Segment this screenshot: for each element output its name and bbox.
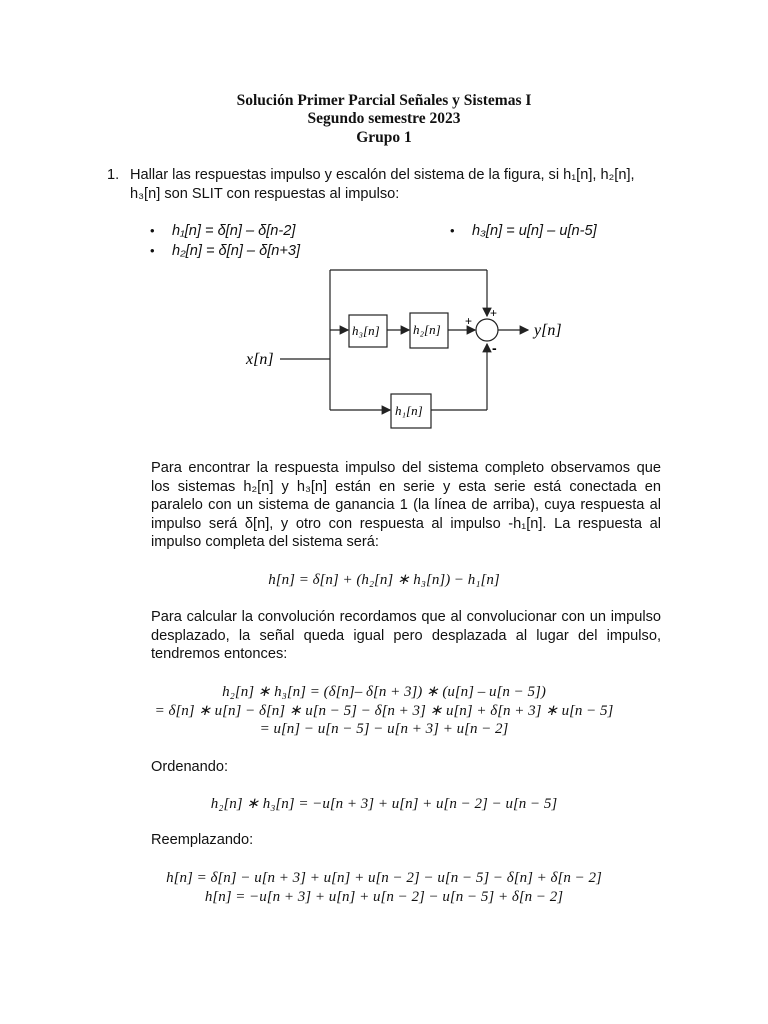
equation-h-n: h[n] = δ[n] + (h₂[n] ∗ h₃[n]) − h₁[n] <box>268 572 500 588</box>
bullet-h3-text: h₃[n] = u[n] – u[n-5] <box>472 223 597 239</box>
paragraph-impulse-response: Para encontrar la respuesta impulso del sistema completo observamos que los sistemas h₂[n] y h₃[n] están en serie y esta serie está conectada en paralelo con un sistema de ganancia 1 (la línea de arriba), cuya respuesta al impulso será δ[n], y otro con respuesta al impulso -h₁[n]. La respuesta al impulso completa del sistema será: <box>151 460 661 551</box>
document-title-line1: Solución Primer Parcial Señales y Sistemas I <box>236 92 532 109</box>
bullet-h1: • h₁[n] = δ[n] – δ[n-2] <box>150 223 296 239</box>
problem-text-line1: Hallar las respuestas impulso y escalón del sistema de la figura, si h₁[n], h₂[n], <box>130 167 635 183</box>
label-replacing: Reemplazando: <box>151 832 254 848</box>
document-title-line2: Segundo semestre 2023 <box>307 110 461 127</box>
problem-number: 1. <box>107 167 120 183</box>
bullet-h3: • h₃[n] = u[n] – u[n-5] <box>450 223 597 239</box>
document-title-line3: Grupo 1 <box>356 129 412 146</box>
equation-final-line1: h[n] = δ[n] − u[n + 3] + u[n] + u[n − 2] − u[n − 5] − δ[n] + δ[n − 2] <box>166 870 602 886</box>
bullet-h1-text: h₁[n] = δ[n] – δ[n-2] <box>172 223 296 239</box>
block-h3-label: h₃[n] <box>352 323 380 338</box>
bullet-h2-text: h₂[n] = δ[n] – δ[n+3] <box>172 243 301 259</box>
sign-left: + <box>465 314 473 328</box>
block-h2-label: h₂[n] <box>413 322 441 337</box>
equation-conv-line2: = δ[n] ∗ u[n] − δ[n] ∗ u[n − 5] − δ[n + 3] ∗ u[n] + δ[n + 3] ∗ u[n − 5] <box>154 703 614 719</box>
sign-top: + <box>490 306 498 320</box>
block-h1-label: h₁[n] <box>395 403 423 418</box>
block-diagram <box>240 262 580 442</box>
output-label: y[n] <box>534 322 562 339</box>
equation-final-line2: h[n] = −u[n + 3] + u[n] + u[n − 2] − u[n − 5] + δ[n − 2] <box>204 889 564 905</box>
equation-conv-line3: = u[n] − u[n − 5] − u[n + 3] + u[n − 2] <box>259 721 509 737</box>
problem-text-line2: h₃[n] son SLIT con respuestas al impulso: <box>130 186 400 202</box>
sign-bottom: - <box>492 340 497 356</box>
paragraph-convolution: Para calcular la convolución recordamos que al convolucionar con un impulso desplazado, la señal queda igual pero desplazada al lugar del impulso, tendremos entonces: <box>151 609 661 663</box>
equation-conv-line1: h₂[n] ∗ h₃[n] = (δ[n]– δ[n + 3]) ∗ (u[n] – u[n − 5]) <box>222 684 546 700</box>
equation-ordered: h₂[n] ∗ h₃[n] = −u[n + 3] + u[n] + u[n − 2] − u[n − 5] <box>210 796 558 812</box>
bullet-h2: • h₂[n] = δ[n] – δ[n+3] <box>150 243 301 259</box>
label-ordering: Ordenando: <box>151 759 229 775</box>
input-label: x[n] <box>246 351 274 368</box>
summing-junction <box>476 319 498 341</box>
